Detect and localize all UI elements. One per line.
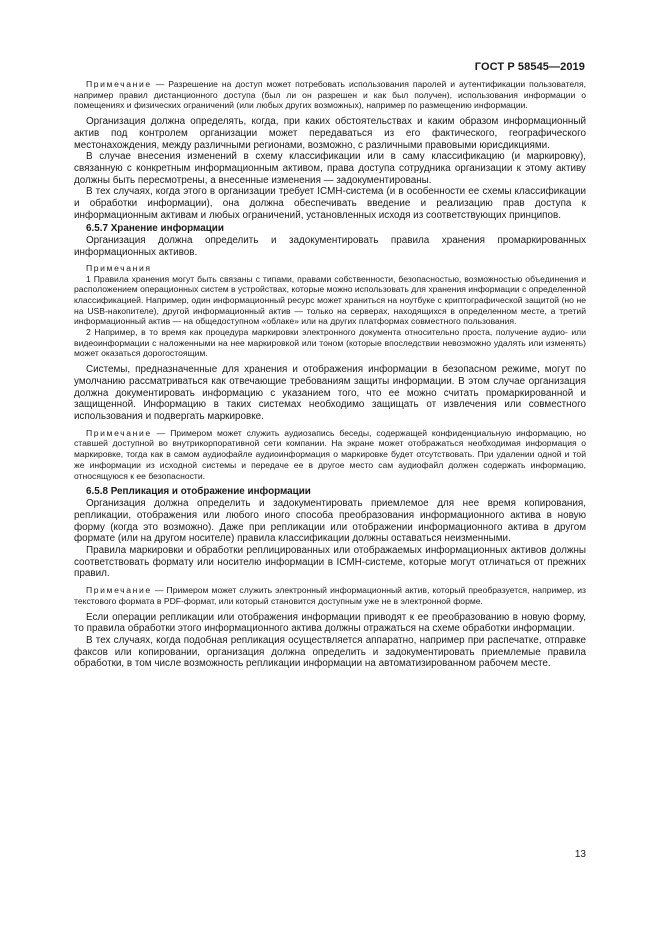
paragraph: Если операции репликации или отображения информации приводят к ее преобразованию в новую форму, то правила обработки этого информационного актива должны отражаться на схеме обработки информации.	[74, 611, 586, 635]
paragraph: Правила маркировки и обработки реплицированных или отображаемых информационных активов должны соответствовать формату или носителю информации в ICMH-системе, которые могут отличаться от прежних правил.	[74, 545, 586, 580]
section-heading-6-5-8: 6.5.8 Репликация и отображение информации	[86, 486, 311, 498]
note-label: Примечание	[86, 427, 152, 438]
paragraph: В тех случаях, когда подобная репликация осуществляется аппаратно, например при распечатке, отправке факсов или копировании, организация должна определить и задокументировать приемлемые правила обработки, в том числе возможность репликации информации на автоматизированном рабочем месте.	[74, 634, 586, 670]
note-pdf-example	[74, 585, 586, 606]
note-item-1: 1 Правила хранения могут быть связаны с типами, правами собственности, безопасностью, возможностью объединения и расположением операционных систем в устройствах, которые можно использовать для хранения информации с определенной классификацией. Например, один информационный ресурс может храниться на ноутбуке с криптографической защитой (но не на USB-накопителе), другой информационный актив — только на серверах, находящихся в определенном месте, а третий информационный актив — на общедоступном «облаке» или на других платформах совместного пользования.	[74, 273, 586, 327]
notes-heading: Примечания	[86, 262, 152, 273]
paragraph: В случае внесения изменений в схему классификации или в саму классификацию (и маркировку), связанную с конкретным информационным активом, права доступа сотрудника организации к этому активу должны быть пересмотрены, а внесенные изменения — задокументированы.	[74, 151, 586, 186]
paragraph: Организация должна определить и задокументировать приемлемое для нее время копирования, репликации, отображения или любого иного способа преобразования информационного актива в новую форму (когда это возможно). Даже при репликации или отображении информационного актива в другом формате (или на другом носителе) правила классификации должны оставаться неизменными.	[74, 498, 586, 545]
note-access-permission	[74, 79, 586, 111]
note-text: — Примером может служить аудиозапись беседы, содержащей конфиденциальную информацию, но ставшей доступной во внутрикорпоративной сети компании. На экране может отображаться необходимая информация о маркировке, тогда как в самом аудиофайле аудиоинформация о маркировке будет отсутствовать. При удалении одной и той же информации из исходной системы и передаче ее в другое место сам аудиофайл должен содержать информацию, относящуюся к ее безопасности.	[74, 427, 586, 481]
paragraph: Организация должна определять, когда, при каких обстоятельствах и каким образом информационный актив под контролем организации может передаваться из его фактического, географического местонахождения, между различными регионами, возможно, с различными правовыми юрисдикциями.	[74, 116, 586, 151]
note-label: Примечание	[86, 585, 152, 596]
note-label: Примечание	[86, 79, 152, 89]
note-item-2: 2 Например, в то время как процедура маркировки электронного документа относительно проста, получение аудио- или видеоинформации с наложенными на нее маркировкой или тоном (которые впоследствии невозможно удалять или изменять) может оказаться дорогостоящим.	[74, 327, 586, 359]
section-heading-6-5-7: 6.5.7 Хранение информации	[86, 223, 224, 235]
note-audio-example	[74, 428, 586, 482]
note-text: — Разрешение на доступ может потребовать использования паролей и аутентификации пользователя, например правил дистанционного доступа (был ли он разрешен и как был получен), использования информации о помещениях и физических ограничений (или любых других возможных), например по размещению информации.	[74, 79, 586, 111]
paragraph: Системы, предназначенные для хранения и отображения информации в безопасном режиме, могут по умолчанию рассматриваться как отвечающие требованиям защиты информации. В этом случае организация должна документировать информацию с указанием того, что ее можно считать промаркированной и защищенной. Информацию в таких системах необходимо защищать от извлечения или совместного использования и подвергать маркировке.	[74, 364, 586, 422]
paragraph: В тех случаях, когда этого в организации требует ICMH-система (и в особенности ее схемы классификации и обработки информации), она должна обеспечивать введение и реализацию прав доступа к информационным активам и любых ограничений, установленных исходя из соответствующих принципов.	[74, 186, 586, 221]
note-text: — Примером может служить электронный информационный актив, который преобразуется, например, из текстового формата в PDF-формат, или который становится доступным уже не в электронной форме.	[74, 585, 586, 606]
paragraph: Организация должна определить и задокументировать правила хранения промаркированных информационных активов.	[74, 235, 586, 259]
standard-header: ГОСТ Р 58545—2019	[474, 61, 585, 73]
page-body	[74, 79, 586, 670]
page-number: 13	[574, 849, 586, 860]
